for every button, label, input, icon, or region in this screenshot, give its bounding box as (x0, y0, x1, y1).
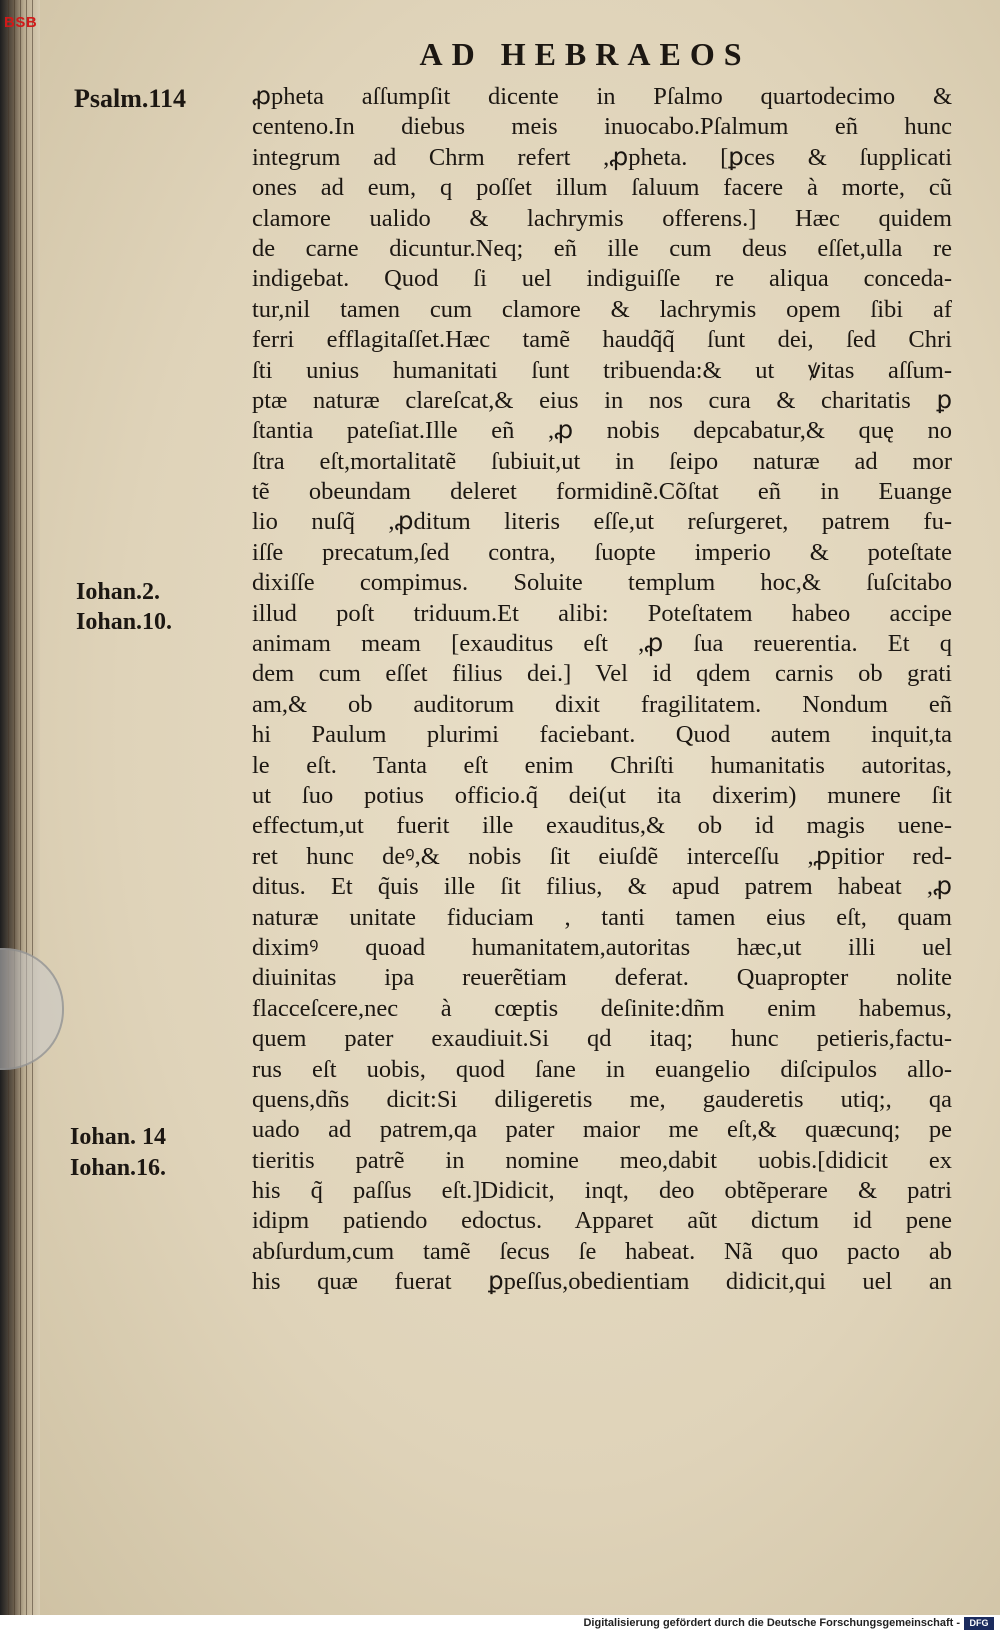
text-line: dixiſſe compimus. Soluite templum hoc,& ſuſcitabo (252, 569, 952, 597)
text-line: diximꝰ quoad humanitatem,autoritas hæc,ut illi uel (252, 933, 952, 961)
text-line: ptæ naturæ clareſcat,& eius in nos cura & charitatis ꝑ (252, 386, 952, 414)
text-line: naturæ unitate fiduciam , tanti tamen eius eſt, quam (252, 903, 952, 931)
margin-note-john-14: Iohan. 14 (70, 1124, 167, 1150)
page-edge-line (8, 0, 9, 1615)
page-edge-line (14, 0, 15, 1615)
text-line: dem cum eſſet filius dei.] Vel id qdem carnis ob grati (252, 660, 952, 688)
margin-note-psalm: Psalm.114 (74, 84, 186, 113)
text-line: ſtra eſt,mortalitatẽ ſubiuit,ut in ſeipo naturæ ad mor (252, 447, 952, 475)
text-line: integrum ad Chrm refert ,ꝓpheta. [ꝑces & ſupplicati (252, 143, 952, 171)
text-line: uado ad patrem,qa pater maior me eſt,& quæcunq; pe (252, 1116, 952, 1144)
text-line: clamore ualido & lachrymis offerens.] Hæc quidem (252, 204, 952, 232)
text-line: le eſt. Tanta eſt enim Chriſti humanitatis autoritas, (252, 751, 952, 779)
margin-note-john-10: Iohan.10. (76, 609, 173, 635)
page-edge-line (20, 0, 21, 1615)
running-head: AD HEBRAEOS (419, 36, 751, 72)
text-line: centeno.In diebus meis inuocabo.Pſalmum eñ hunc (252, 113, 952, 141)
margin-note-john-16: Iohan.16. (70, 1155, 167, 1181)
text-line: his quæ fuerat ꝑpeſſus,obedientiam didicit,qui uel an (252, 1268, 952, 1296)
text-line: de carne dicuntur.Neq; eñ ille cum deus eſſet,ulla re (252, 234, 952, 262)
text-line: iſſe precatum,ſed contra, ſuopte imperio & poteſtate (252, 538, 952, 566)
main-text-block (252, 82, 952, 1298)
text-line: rus eſt uobis, quod ſane in euangelio diſcipulos allo- (252, 1055, 952, 1083)
margin-note-john-2: Iohan.2. (76, 579, 161, 605)
text-line: ferri efflagitaſſet.Hæc tamẽ haudq̃q̃ ſunt dei, ſed Chri (252, 326, 952, 354)
text-line: idipm patiendo edoctus. Apparet aũt dictum id pene (252, 1207, 952, 1235)
text-line: abſurdum,cum tamẽ ſecus ſe habeat. Nã quo pacto ab (252, 1237, 952, 1265)
text-line: ſtantia pateſiat.Ille eñ ,ꝓ nobis depcabatur,& quę no (252, 417, 952, 445)
text-line: ut ſuo potius officio.q̃ dei(ut ita dixerim) munere ſit (252, 781, 952, 809)
text-line: quem pater exaudiuit.Si qd itaq; hunc petieris,factu- (252, 1025, 952, 1053)
text-line: effectum,ut fuerit ille exauditus,& ob id magis uene- (252, 812, 952, 840)
page-edge-line (32, 0, 33, 1615)
page-edge-line (26, 0, 27, 1615)
text-line: indigebat. Quod ſi uel indiguiſſe re aliqua conceda- (252, 265, 952, 293)
text-line: animam meam [exauditus eſt ,ꝓ ſua reuerentia. Et q (252, 630, 952, 658)
text-line: tẽ obeundam deleret formidinẽ.Cõſtat eñ in Euange (252, 478, 952, 506)
book-page (40, 0, 1000, 1615)
text-line: his q̃ paſſus eſt.]Didicit, inqt, deo obtẽperare & patri (252, 1177, 952, 1205)
text-line: hi Paulum plurimi faciebant. Quod autem inquit,ta (252, 721, 952, 749)
dfg-logo: DFG (964, 1617, 994, 1630)
text-line: ret hunc deꝰ,& nobis ſit eiuſdẽ interceſſu ,ꝓpitior red- (252, 842, 952, 870)
text-line: lio nuſq̃ ,ꝓditum literis eſſe,ut reſurgeret, patrem fu- (252, 508, 952, 536)
text-line: am,& ob auditorum dixit fragilitatem. Nondum eñ (252, 690, 952, 718)
footer-credit: Digitalisierung gefördert durch die Deutsche Forschungsgemeinschaft - (583, 1617, 960, 1629)
text-line: flacceſcere,nec à cœptis deſinite:dñm enim habemus, (252, 994, 952, 1022)
text-line: ditus. Et q̃uis ille ſit filius, & apud patrem habeat ,ꝓ (252, 873, 952, 901)
text-line: ones ad eum, q poſſet illum ſaluum facere à morte, cũ (252, 174, 952, 202)
text-line: tur,nil tamen cum clamore & lachrymis opem ſibi af (252, 295, 952, 323)
library-stamp: BSB (4, 14, 38, 31)
text-line: ꝓpheta aſſumpſit dicente in Pſalmo quartodecimo & (252, 83, 952, 110)
text-line: ſti unius humanitati ſunt tribuenda:& ut ꝟitas aſſum- (252, 356, 952, 384)
text-line: tieritis patrẽ in nomine meo,dabit uobis.[didicit ex (252, 1146, 952, 1174)
text-line: illud poſt triduum.Et alibi: Poteſtatem habeo accipe (252, 599, 952, 627)
text-line: diuinitas ipa reuerẽtiam deferat. Quapropter nolite (252, 964, 952, 992)
text-line: quens,dñs dicit:Si diligeretis me, gauderetis utiq;, qa (252, 1085, 952, 1113)
